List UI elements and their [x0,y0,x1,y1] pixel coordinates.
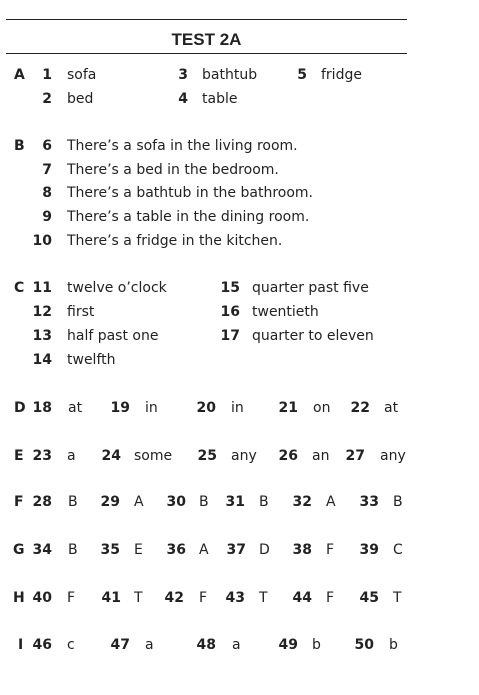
section-i-letter: I [18,637,24,653]
item-number: 46 [32,637,52,653]
item-answer: F [67,590,76,606]
item-answer: E [134,542,143,558]
section-f-letter: F [14,494,24,510]
item-number: 24 [101,448,121,464]
item-answer: There’s a sofa in the living room. [67,138,298,154]
section-d-letter: D [14,400,26,416]
item-answer: on [313,400,331,416]
item-answer: any [380,448,406,464]
item-answer: B [68,542,78,558]
item-number: 30 [166,494,186,510]
item-answer: B [199,494,209,510]
item-answer: a [232,637,241,653]
item-answer: A [134,494,144,510]
item-number: 2 [42,91,52,107]
item-answer: at [384,400,399,416]
item-answer: half past one [67,328,159,344]
item-number: 48 [196,637,216,653]
item-number: 33 [359,494,379,510]
item-answer: twelve o’clock [67,280,167,296]
item-number: 40 [32,590,52,606]
item-answer: at [68,400,83,416]
item-number: 22 [350,400,370,416]
item-number: 43 [225,590,245,606]
item-number: 3 [178,67,188,83]
item-answer: There’s a table in the dining room. [67,209,310,225]
item-number: 13 [32,328,52,344]
section-c-letter: C [14,280,25,296]
item-answer: There’s a bathtub in the bathroom. [67,185,313,201]
item-answer: quarter past five [252,280,369,296]
item-number: 14 [32,352,52,368]
item-answer: F [326,590,335,606]
item-number: 27 [345,448,365,464]
item-answer: D [259,542,270,558]
item-answer: in [145,400,158,416]
item-number: 29 [100,494,120,510]
item-number: 32 [292,494,312,510]
item-number: 49 [278,637,298,653]
item-answer: first [67,304,95,320]
item-number: 26 [278,448,298,464]
item-number: 42 [164,590,184,606]
item-answer: T [134,590,143,606]
item-answer: B [393,494,403,510]
item-number: 35 [100,542,120,558]
item-answer: B [68,494,78,510]
item-number: 1 [42,67,52,83]
item-number: 45 [359,590,379,606]
item-number: 41 [101,590,121,606]
title-underline [6,53,407,54]
item-number: 5 [297,67,307,83]
item-number: 31 [225,494,245,510]
item-number: 6 [42,138,52,154]
item-answer: a [67,448,76,464]
item-number: 25 [197,448,217,464]
item-answer: twentieth [252,304,319,320]
section-h-letter: H [13,590,25,606]
item-answer: F [326,542,335,558]
item-answer: There’s a bed in the bedroom. [67,162,279,178]
item-answer: fridge [321,67,362,83]
item-answer: twelfth [67,352,116,368]
item-answer: C [393,542,403,558]
item-number: 47 [110,637,130,653]
item-answer: bathtub [202,67,258,83]
item-number: 44 [292,590,312,606]
item-number: 37 [226,542,246,558]
item-number: 36 [166,542,186,558]
item-number: 12 [32,304,52,320]
item-answer: b [312,637,321,653]
item-number: 28 [32,494,52,510]
item-number: 23 [32,448,52,464]
item-answer: b [389,637,398,653]
item-answer: F [199,590,208,606]
item-number: 11 [32,280,52,296]
item-answer: quarter to eleven [252,328,374,344]
item-number: 9 [42,209,52,225]
item-answer: any [231,448,257,464]
item-number: 39 [359,542,379,558]
section-e-letter: E [14,448,24,464]
item-answer: in [231,400,244,416]
item-number: 8 [42,185,52,201]
top-rule [6,19,407,20]
item-number: 34 [32,542,52,558]
item-answer: sofa [67,67,97,83]
item-answer: B [259,494,269,510]
item-number: 16 [220,304,240,320]
section-a-letter: A [14,67,25,83]
item-number: 17 [220,328,240,344]
item-answer: an [312,448,330,464]
item-number: 15 [220,280,240,296]
item-answer: A [199,542,209,558]
item-number: 38 [292,542,312,558]
item-answer: A [326,494,336,510]
item-answer: bed [67,91,94,107]
item-number: 7 [42,162,52,178]
section-g-letter: G [13,542,25,558]
item-answer: T [259,590,268,606]
item-number: 50 [354,637,374,653]
item-answer: some [134,448,173,464]
item-number: 4 [178,91,188,107]
item-number: 10 [32,233,52,249]
item-answer: There’s a fridge in the kitchen. [67,233,283,249]
item-number: 20 [196,400,216,416]
section-b-letter: B [14,138,25,154]
test-title: TEST 2A [171,30,242,49]
item-answer: T [393,590,402,606]
item-answer: c [67,637,75,653]
item-answer: table [202,91,238,107]
item-answer: a [145,637,154,653]
item-number: 21 [278,400,298,416]
item-number: 18 [32,400,52,416]
item-number: 19 [110,400,130,416]
